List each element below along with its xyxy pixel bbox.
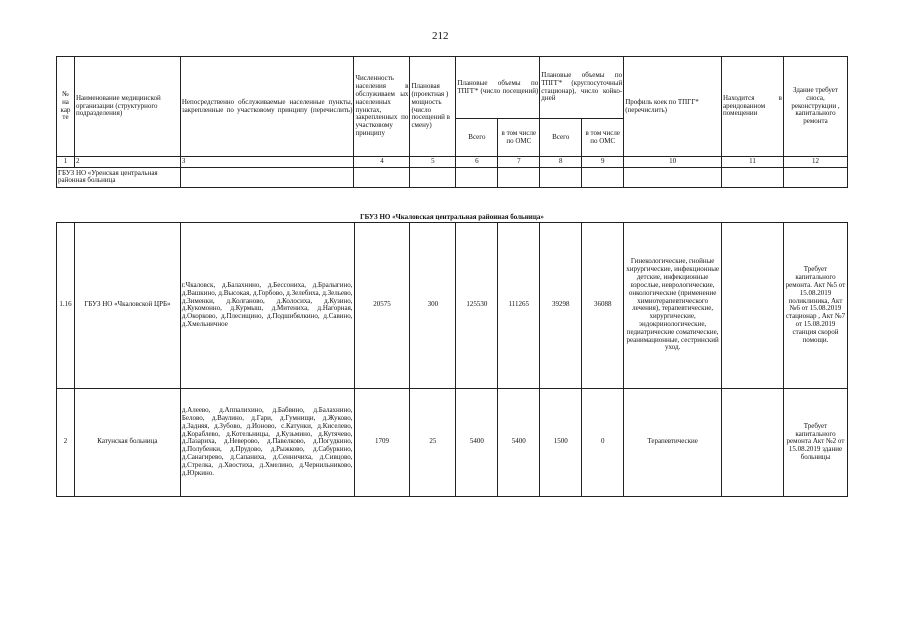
header-row-number: № на кар те (57, 57, 75, 157)
column-number: 8 (540, 157, 582, 168)
population: 20575 (354, 222, 410, 388)
visits-total: 125530 (456, 222, 498, 388)
beddays-total: 1500 (540, 388, 582, 496)
row-number: 1.16 (57, 222, 75, 388)
bed-profile: Гинекологические, гнойные хирургические, инфекционные детские, инфекционные взрослые, неврологические, онкологические (применение химиотерапевтического лечения), терапевтические, хирургические, эндокринологические, педиатрические соматические, реанимационные, сестринский уход. (624, 222, 722, 388)
rented (722, 222, 784, 388)
visits-oms: 111265 (498, 222, 540, 388)
column-number: 12 (783, 157, 847, 168)
header-planned-visits: Плановые объемы по ТПГГ* (число посещений) (456, 57, 540, 119)
beddays-oms: 36088 (582, 222, 624, 388)
column-number-row (57, 157, 848, 168)
repair-status: Требует капитального ремонта. Акт №5 от 15.08.2019 поликлиника, Акт №6 от 15.08.2019 стационар , Акт №7 от 15.08.2019 станция скорой помощи. (783, 222, 847, 388)
visits-total: 5400 (456, 388, 498, 496)
column-number: 1 (57, 157, 75, 168)
column-number: 3 (180, 157, 354, 168)
settlements: г.Чкаловск, д.Балахнино, д.Бессониха, д.Бралыгино, д.Вашкино, д.Высокая, д.Горбово, д.Зелебиха, д.Зельево, д.Зименки, д.Колганово, д.Колосиха, д.Кузино, д.Кукомонно, д.Курмыш, д.Митениха, д.Нагорная, д.Окорково, д.Плесищино, д.Подшибялкино, д.Савино, д.Хмельничное (180, 222, 354, 388)
header-org-name: Наименование медицинской организации (структурного подразделения) (74, 57, 180, 157)
settlements: д.Алеево, д.Аппалихино, д.Бабвино, д.Балахнино, Белово, д.Ваулино, д.Гари, д.Гумнищи, д.Жуково, д.Задняя, д.Зубово, д.Ионово, с.Катунки, д.Киселево, д.Кораблево, д.Котельницы, д.Кузьмино, д.Кутячево, д.Лазариха, д.Неверово, д.Павелково, д.Погудкино, д.Полубенки, д.Прудово, д.Рыжково, д.Сабуркино, д.Санагирево, д.Сапаниха, д.Сенничиха, д.Сивцово, д.Стрелка, д.Хвостиха, д.Хмелино, д.Чернильниково, д.Юркино. (180, 388, 354, 496)
section-title: ГБУЗ НО «Чкаловская центральная районная больница» (360, 213, 544, 221)
column-number: 4 (354, 157, 410, 168)
beddays-total: 39298 (540, 222, 582, 388)
row-number: 2 (57, 388, 75, 496)
column-number: 7 (498, 157, 540, 168)
capacity: 300 (410, 222, 456, 388)
header-population: Численность населения в обслуживаем ых населенных пунктах, закрепленных по участковому принципу (354, 57, 410, 157)
table-row (57, 388, 848, 496)
column-number: 11 (722, 157, 784, 168)
beddays-oms: 0 (582, 388, 624, 496)
column-number: 5 (410, 157, 456, 168)
header-repair: Здание требует сноса, реконструкции , капитального ремонта (783, 57, 847, 157)
header-beddays-oms: в том числе по ОМС (582, 119, 624, 157)
header-rented: Находится в арендованном помещении (722, 57, 784, 157)
page-number: 212 (432, 30, 449, 42)
visits-oms: 5400 (498, 388, 540, 496)
population: 1709 (354, 388, 410, 496)
header-visits-oms: в том числе по ОМС (498, 119, 540, 157)
bed-profile: Терапевтические (624, 388, 722, 496)
rented (722, 388, 784, 496)
capacity: 25 (410, 388, 456, 496)
header-table (56, 56, 848, 188)
data-table (56, 212, 848, 497)
header-settlements: Непосредственно обслуживаемые населенные пункты, закрепленные по участковому принципу (перечислить) (180, 57, 354, 157)
header-planned-beddays: Плановые объемы по ТПГГ* (круглосуточный стационар), число койко-дней (540, 57, 624, 119)
column-number: 2 (74, 157, 180, 168)
repair-status: Требует капитального ремонта Акт №2 от 15.08.2019 здание больницы (783, 388, 847, 496)
header-bed-profile: Профиль коек по ТПГГ* (перечислить) (624, 57, 722, 157)
column-number: 10 (624, 157, 722, 168)
column-number: 9 (582, 157, 624, 168)
header-capacity: Плановая (проектная ) мощность (число посещений в смену) (410, 57, 456, 157)
prev-org-name: ГБУЗ НО «Уренская центральная районная больница (57, 167, 181, 187)
column-number: 6 (456, 157, 498, 168)
table-row (57, 222, 848, 388)
header-beddays-total: Всего (540, 119, 582, 157)
header-visits-total: Всего (456, 119, 498, 157)
org-name: Катунская больница (74, 388, 180, 496)
org-name: ГБУЗ НО «Чкаловской ЦРБ» (74, 222, 180, 388)
prev-org-row (57, 167, 848, 187)
